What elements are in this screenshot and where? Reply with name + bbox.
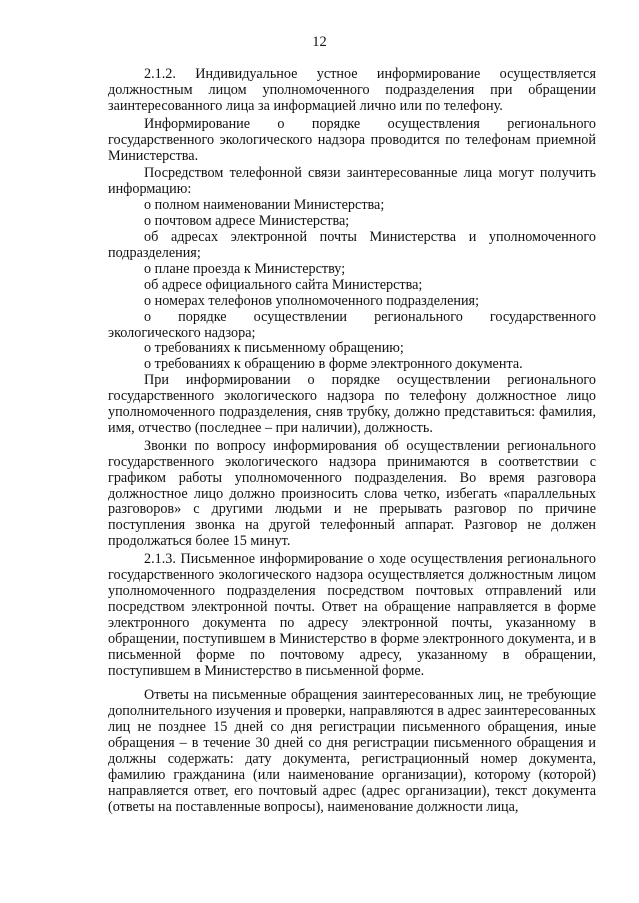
list-item-electronic-request: о требованиях к обращению в форме электронного документа. — [144, 356, 523, 373]
list-item-email-addresses: об адресах электронной почты Министерства и уполномоченного подразделения; — [108, 229, 596, 261]
paragraph-written-answers: Ответы на письменные обращения заинтересованных лиц, не требующие дополнительного изучения и проверки, направляются в адрес заинтересованных лиц не позднее 15 дней со дня регистрации письменного обращения, иные обращения – в течение 30 дней со дня регистрации письменного обращения и должны содержать: дату документа, регистрационный номер документа, фамилию гражданина (или наименование организации), которому (которой) направляется ответ, его почтовый адрес (адрес организации), текст документа (ответы на поставленные вопросы), наименование должности лица, — [108, 687, 596, 815]
paragraph-2-1-2: 2.1.2. Индивидуальное устное информирование осуществляется должностным лицом уполномоченного подразделения при обращении заинтересованного лица за информацией лично или по телефону. — [108, 66, 596, 114]
list-item-ministry-name: о полном наименовании Министерства; — [144, 197, 385, 214]
paragraph-2-1-3: 2.1.3. Письменное информирование о ходе осуществления регионального государственного экологического надзора осуществляется должностным лицом уполномоченного подразделения посредством почтовых отправлений или посредством электронной почты. Ответ на обращение направляется в форме электронного документа по адресу электронной почты, указанному в обращении, поступившем в Министерство в форме электронного документа, и в письменной форме по почтовому адресу, указанному в обращении, поступившем в Министерство в письменной форме. — [108, 551, 596, 679]
page-number: 12 — [312, 34, 327, 50]
list-item-postal-address: о почтовом адресе Министерства; — [144, 213, 350, 230]
list-item-website: об адресе официального сайта Министерства; — [144, 276, 423, 293]
paragraph-calls-schedule: Звонки по вопросу информирования об осуществлении регионального государственного экологического надзора принимаются в соответствии с графиком работы уполномоченного подразделения. Во время разговора должностное лицо должно произносить слова четко, избегать «параллельных разговоров» с другими людьми и не прерывать разговор по причине поступления звонка на другой телефонный аппарат. Разговор не должен продолжаться более 15 минут. — [108, 437, 596, 550]
paragraph-phone-info-intro: Посредством телефонной связи заинтересованные лица могут получить информацию: — [108, 165, 596, 198]
paragraph-phone-introduction: При информировании о порядке осуществлении регионального государственного экологического надзора по телефону должностное лицо уполномоченного подразделения, сняв трубку, должно представиться: фамилия, имя, отчество (последнее – при наличии), должность. — [108, 372, 596, 436]
list-item-phone-numbers: о номерах телефонов уполномоченного подразделения; — [144, 292, 480, 309]
paragraph-informing-phones: Информирование о порядке осуществления регионального государственного экологического надзора проводится по телефонам приемной Министерства. — [108, 115, 596, 164]
list-item-travel-plan: о плане проезда к Министерству; — [144, 260, 346, 277]
list-item-supervision-procedure: о порядке осуществлении регионального государственного экологического надзора; — [108, 308, 596, 341]
document-body — [108, 67, 596, 816]
list-item-written-request: о требованиях к письменному обращению; — [144, 340, 404, 357]
